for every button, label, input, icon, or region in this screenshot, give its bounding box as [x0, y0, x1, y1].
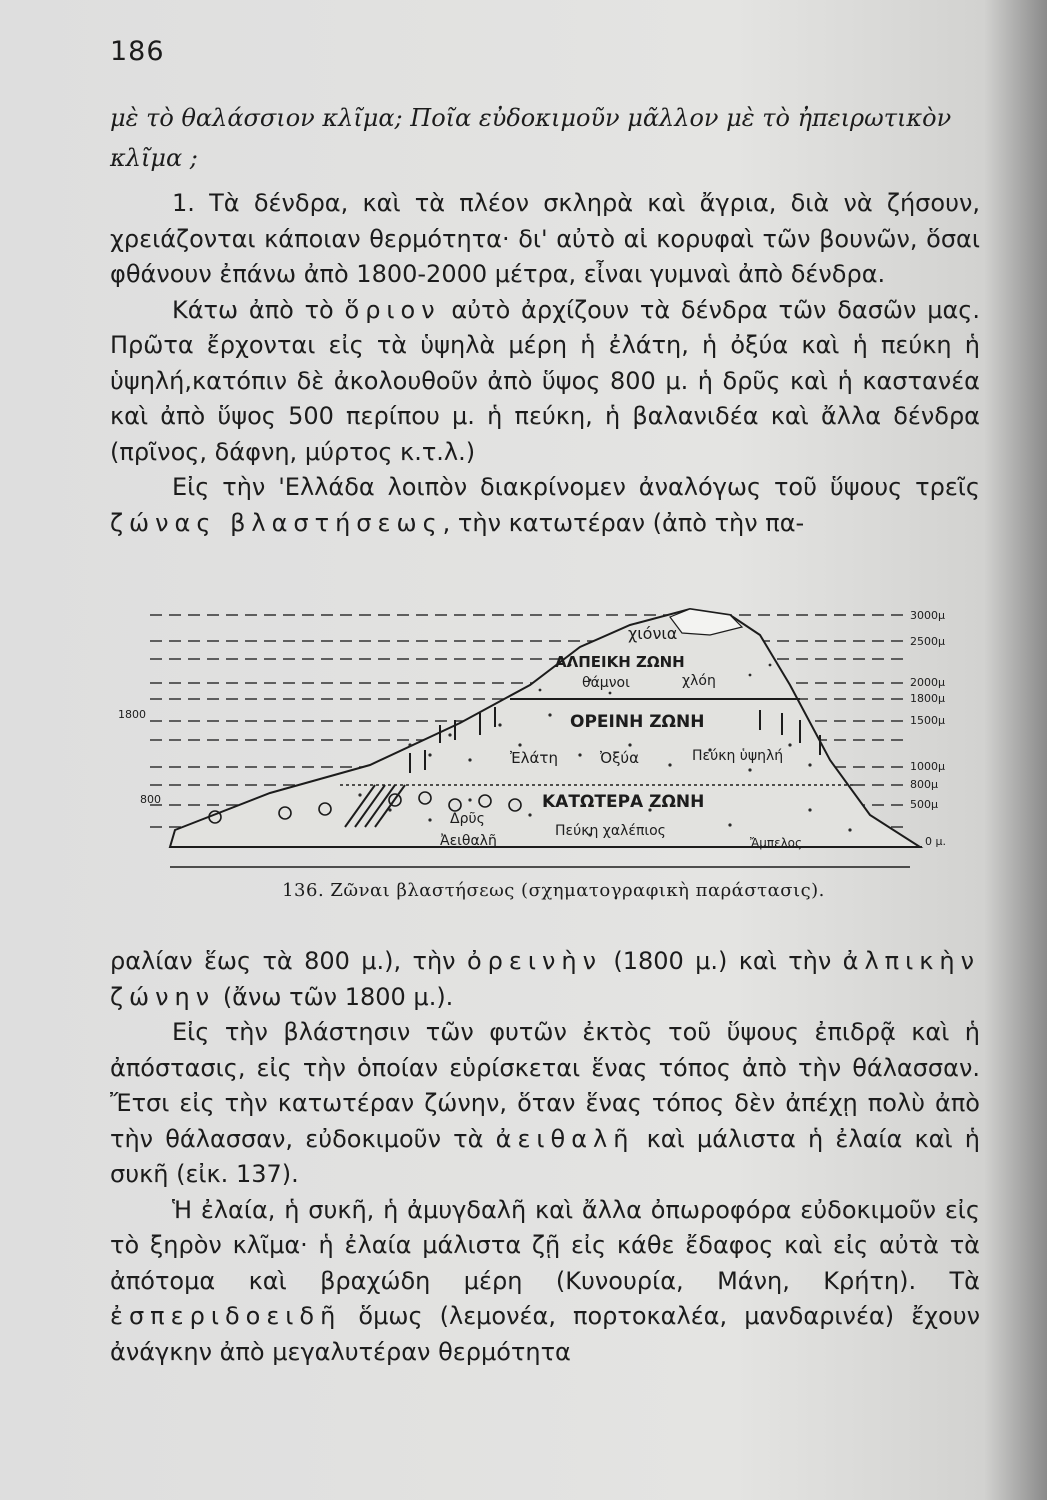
figure-caption: 136. Ζῶναι βλαστήσεως (σχηματογραφικὴ παράστασις).: [282, 880, 825, 901]
scale-label: 0 μ.: [925, 835, 946, 848]
scale-label: 2500μ: [910, 635, 945, 648]
paragraph: Κάτω ἀπὸ τὸ ὅριον αὐτὸ ἀρχίζουν τὰ δένδρα τῶν δασῶν μας. Πρῶτα ἔρχονται εἰς τὰ ὑψηλὰ μέρη ἡ ἐλάτη, ἡ ὀξύα καὶ ἡ πεύκη ἡ ὑψηλή,κατόπιν δὲ ἀκολουθοῦν ἀπὸ ὕψος 800 μ. ἡ δρῦς καὶ ἡ καστανέα καὶ ἀπὸ ὕψος 500 περίπου μ. ἡ πεύκη, ἡ βαλανιδέα καὶ ἄλλα δένδρα (πρῖνος, δάφνη, μύρτος κ.τ.λ.): [110, 295, 981, 466]
text-block-2: [110, 944, 980, 1370]
label-shrubs: θάμνοι: [582, 675, 630, 691]
paragraph: Εἰς τὴν βλάστησιν τῶν φυτῶν ἐκτὸς τοῦ ὕψους ἐπιδρᾷ καὶ ἡ ἀπόστασις, εἰς τὴν ὁποίαν εὑρίσκεται ἕνας τόπος ἀπὸ τὴν θάλασσαν. Ἔτσι εἰς τὴν κατωτέραν ζώνην, ὅταν ἕνας τόπος δὲν ἀπέχῃ πολὺ ἀπὸ τὴν θάλασσαν, εὐδοκιμοῦν τὰ ἀειθαλῆ καὶ μάλιστα ἡ ἐλαία καὶ ἡ συκῆ (εἰκ. 137).: [110, 1018, 980, 1188]
label-vine: Ἄμπελος: [750, 836, 803, 850]
label-mountain-zone: ΟΡΕΙΝΗ ΖΩΝΗ: [570, 712, 705, 732]
scale-label: 800μ: [910, 778, 938, 791]
text-block-1: [110, 186, 980, 541]
scale-label: 800: [140, 793, 161, 806]
scale-label: 3000μ: [910, 609, 945, 622]
paragraph: 1. Τὰ δένδρα, καὶ τὰ πλέον σκληρὰ καὶ ἄγρια, διὰ νὰ ζήσουν, χρειάζονται κάποιαν θερμότητα· δι' αὐτὸ αἱ κορυφαὶ τῶν βουνῶν, ὅσαι φθάνουν ἐπάνω ἀπὸ 1800-2000 μέτρα, εἶναι γυμναὶ ἀπὸ δένδρα.: [110, 189, 980, 288]
label-oak: Δρῦς: [450, 811, 485, 827]
paragraph: Εἰς τὴν 'Ελλάδα λοιπὸν διακρίνομεν ἀναλόγως τοῦ ὕψους τρεῖς ζώνας βλαστήσεως, τὴν κατωτέραν (ἀπὸ τὴν πα-: [110, 473, 980, 537]
scale-label: 1800μ: [910, 692, 945, 705]
paragraph: ραλίαν ἕως τὰ 800 μ.), τὴν ὀρεινὴν (1800 μ.) καὶ τὴν ἀλπικὴν ζώνην (ἄνω τῶν 1800 μ.).: [110, 947, 981, 1011]
vegetation-zones-diagram: [110, 595, 990, 885]
label-grass: χλόη: [682, 673, 716, 689]
label-snow: χιόνια: [628, 624, 678, 643]
label-aleppo-pine: Πεύκη χαλέπιος: [555, 823, 666, 839]
label-beech: Ὀξύα: [600, 749, 639, 767]
right-altitude-scale: [910, 609, 946, 848]
scale-label: 500μ: [910, 798, 938, 811]
scale-label: 1000μ: [910, 760, 945, 773]
scale-label: 1800: [118, 708, 146, 721]
page-number: 186: [110, 36, 165, 67]
vegetation-zones-figure: [110, 595, 990, 885]
scale-label: 1500μ: [910, 714, 945, 727]
label-fir: Ἐλάτη: [510, 749, 558, 767]
label-alpine-zone: ΑΛΠΕΙΚΗ ΖΩΝΗ: [555, 653, 685, 671]
label-high-pine: Πεύκη ὑψηλή: [692, 748, 784, 764]
left-altitude-scale: [118, 708, 161, 806]
scale-label: 2000μ: [910, 676, 945, 689]
label-lower-zone: ΚΑΤΩΤΕΡΑ ΖΩΝΗ: [542, 792, 705, 812]
question-text: μὲ τὸ θαλάσσιον κλῖμα; Ποῖα εὐδοκιμοῦν μᾶλλον μὲ τὸ ἠπειρωτικὸν κλῖμα ;: [110, 104, 952, 172]
label-evergreen: Ἀειθαλῆ: [440, 833, 497, 849]
paragraph: Ἡ ἐλαία, ἡ συκῆ, ἡ ἀμυγδαλῆ καὶ ἄλλα ὀπωροφόρα εὐδοκιμοῦν εἰς τὸ ξηρὸν κλῖμα· ἡ ἐλαία μάλιστα ζῇ εἰς κάθε ἔδαφος καὶ εἰς αὐτὰ τὰ ἀπότομα καὶ βραχώδη μέρη (Κυνουρία, Μάνη, Κρήτη). Τὰ ἐσπεριδοειδῆ ὅμως (λεμονέα, πορτοκαλέα, μανδαρινέα) ἔχουν ἀνάγκην ἀπὸ μεγαλυτέραν θερμότητα: [110, 1195, 980, 1366]
